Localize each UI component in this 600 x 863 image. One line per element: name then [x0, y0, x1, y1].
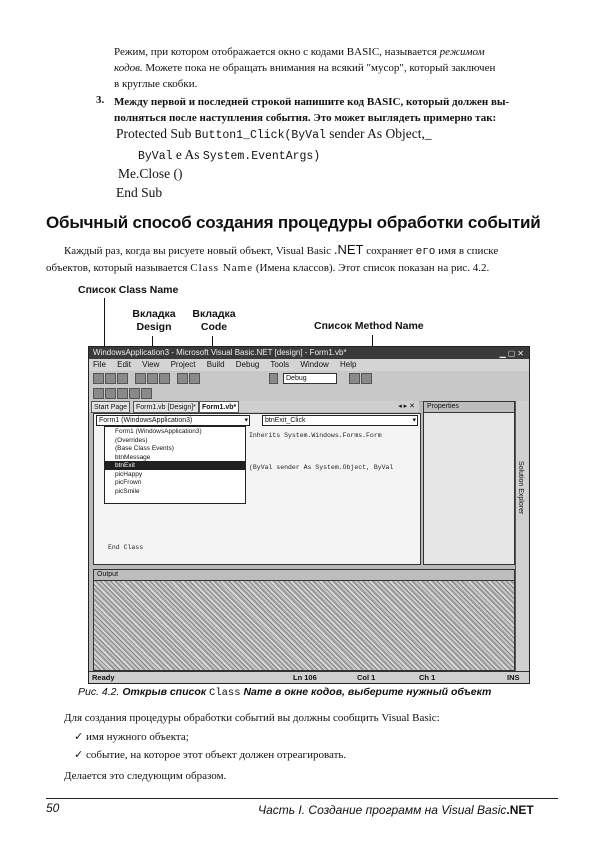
code-line-2: [138, 147, 320, 163]
status-ch: Ch 1: [419, 673, 436, 682]
menu-project[interactable]: Project: [170, 360, 196, 369]
footer-part-title: Часть I. Создание программ на Visual Basic: [258, 803, 507, 817]
dropdown-item-btnmessage[interactable]: btnMessage: [115, 453, 151, 461]
indent-icon[interactable]: [93, 388, 104, 399]
tab-close-icon[interactable]: ◂ ▸ ✕: [398, 403, 415, 410]
caption-part-a: Открыв список: [122, 686, 207, 698]
step3-line2: полняться после наступления события. Это может выглядеть примерно так:: [114, 112, 497, 124]
comment-icon[interactable]: [117, 388, 128, 399]
intro-line2-em: кодов.: [114, 62, 143, 74]
label-class-name-list: Список Class Name: [78, 284, 179, 296]
tab-start-page[interactable]: Start Page: [91, 401, 130, 413]
toolbar-standard: [89, 371, 529, 387]
class-name-combo[interactable]: [96, 415, 250, 426]
code-sender-object: sender As Object,_: [329, 126, 432, 141]
method-name-combo[interactable]: [262, 415, 418, 426]
caption-prefix: Рис. 4.2.: [78, 686, 120, 698]
para-line1-b: сохраняет: [366, 245, 413, 257]
new-project-icon[interactable]: [93, 373, 104, 384]
para-line2-b: (Имена классов). Этот список показан на рис. 4.2.: [255, 262, 490, 274]
window-title: WindowsApplication3 - Microsoft Visual Basic.NET [design] - Form1.vb*: [93, 348, 347, 357]
code-eventargs: System.EventArgs): [202, 150, 321, 163]
code-byval: ByVal: [138, 150, 173, 163]
para-class-name: Class Name: [190, 262, 254, 274]
menu-view[interactable]: View: [142, 360, 160, 369]
class-name-dropdown[interactable]: [104, 426, 246, 504]
solution-config-combo[interactable]: Debug: [283, 373, 337, 384]
menu-bar: [89, 359, 529, 371]
save-icon[interactable]: [117, 373, 128, 384]
output-title: Output: [94, 570, 514, 581]
caption-part-b: Name в окне кодов, выберите нужный объект: [243, 686, 492, 698]
copy-icon[interactable]: [147, 373, 158, 384]
window-controls-icon[interactable]: ▁▢✕: [499, 349, 526, 358]
steps-outro: Делается это следующим образом.: [64, 770, 227, 782]
intro-line1-em: режимом: [439, 46, 485, 58]
steps-item-1: [74, 729, 189, 745]
document-tabs: [89, 401, 419, 412]
figure-caption: [78, 686, 491, 699]
paste-icon[interactable]: [159, 373, 170, 384]
output-panel: [93, 569, 515, 671]
step3-number: 3.: [96, 94, 105, 106]
footer-net: .NET: [506, 803, 534, 817]
label-design-tab: Вкладка Design: [132, 308, 176, 333]
page-number: 50: [46, 801, 60, 815]
label-method-name-list: Список Method Name: [314, 320, 424, 332]
solution-explorer-tab[interactable]: Solution Explorer: [517, 461, 524, 515]
toolbar-text-editor: [89, 386, 529, 402]
undo-icon[interactable]: [177, 373, 188, 384]
status-col: Col 1: [357, 673, 376, 682]
start-icon[interactable]: [269, 373, 278, 384]
window-titlebar: [89, 347, 529, 359]
cut-icon[interactable]: [135, 373, 146, 384]
bookmark-icon[interactable]: [141, 388, 152, 399]
dropdown-item-pichappy[interactable]: picHappy: [115, 470, 143, 478]
properties-title: Properties: [424, 402, 514, 413]
uncomment-icon[interactable]: [129, 388, 140, 399]
code-end-class: End Class: [108, 544, 144, 551]
menu-debug[interactable]: Debug: [235, 360, 260, 369]
para-ego: его: [415, 246, 436, 258]
intro-paragraph: [114, 44, 552, 92]
chevron-down-icon[interactable]: ▾: [412, 417, 416, 424]
chevron-down-icon[interactable]: ▾: [244, 417, 248, 424]
dropdown-item-btnexit[interactable]: btnExit: [105, 461, 245, 470]
section-heading: Обычный способ создания процедуры обработки событий: [46, 213, 541, 232]
code-editor[interactable]: [93, 413, 421, 565]
steps-item-1-text: имя нужного объекта;: [85, 731, 189, 743]
dropdown-item-form1[interactable]: Form1 (WindowsApplication3): [115, 428, 202, 435]
steps-intro: Для создания процедуры обработки событий вы должны сообщить Visual Basic:: [64, 712, 440, 724]
class-name-paragraph: [46, 242, 556, 276]
outdent-icon[interactable]: [105, 388, 116, 399]
menu-build[interactable]: Build: [206, 360, 225, 369]
step3-text: [114, 94, 554, 126]
checkmark-icon: ✓: [74, 748, 84, 761]
step3-line1: Между первой и последней строкой напишите код BASIC, который должен вы-: [114, 96, 510, 108]
label-code-tab: Вкладка Code: [192, 308, 236, 333]
menu-window[interactable]: Window: [300, 360, 329, 369]
intro-line1: Режим, при котором отображается окно с кодами BASIC, называется: [114, 46, 437, 58]
code-inherits: Inherits System.Windows.Forms.Form: [249, 432, 382, 439]
find-icon[interactable]: [349, 373, 360, 384]
dropdown-item-base-class-events[interactable]: (Base Class Events): [115, 445, 174, 452]
footer-rule: [46, 798, 558, 799]
para-line2-a: объектов, который называется: [46, 262, 188, 274]
status-line: Ln 106: [293, 673, 317, 682]
open-icon[interactable]: [105, 373, 116, 384]
status-bar: [89, 671, 529, 683]
tab-code[interactable]: Form1.vb*: [199, 401, 239, 413]
steps-item-2-text: событие, на которое этот объект должен отреагировать.: [85, 749, 347, 761]
running-footer: [258, 803, 534, 817]
menu-help[interactable]: Help: [340, 360, 357, 369]
code-line-3: Me.Close (): [118, 166, 183, 181]
caption-class: Class: [209, 687, 241, 699]
menu-tools[interactable]: Tools: [270, 360, 290, 369]
class-name-combo-value: Form1 (WindowsApplication3): [99, 417, 193, 424]
checkmark-icon: ✓: [74, 730, 84, 743]
dropdown-item-picsmile[interactable]: picSmile: [115, 487, 140, 495]
dropdown-item-overrides[interactable]: (Overrides): [115, 436, 148, 444]
dropdown-item-picfrown[interactable]: picFrown: [115, 479, 142, 486]
method-name-combo-value: btnExit_Click: [265, 417, 306, 424]
toolbox-icon[interactable]: [361, 373, 372, 384]
para-line1-c: имя в списке: [438, 245, 499, 257]
properties-panel: [423, 401, 515, 565]
ide-screenshot: [88, 346, 530, 684]
code-button1-click: Button1_Click(ByVal: [194, 129, 326, 142]
para-net: .NET: [333, 242, 364, 257]
code-line-1: [116, 126, 432, 142]
code-protected-sub: Protected Sub: [116, 126, 192, 141]
redo-icon[interactable]: [189, 373, 200, 384]
code-e-as: e As: [175, 147, 200, 162]
side-tool-strip: [515, 401, 529, 671]
tab-design[interactable]: Form1.vb [Design]*: [133, 401, 199, 413]
menu-file[interactable]: File: [93, 360, 106, 369]
code-handler-signature: (ByVal sender As System.Object, ByVal: [249, 464, 394, 471]
menu-edit[interactable]: Edit: [117, 360, 131, 369]
code-line-4: End Sub: [116, 185, 163, 200]
intro-line3: в круглые скобки.: [114, 78, 198, 90]
status-ready: Ready: [92, 673, 115, 682]
steps-item-2: [74, 747, 346, 763]
status-ins: INS: [507, 673, 520, 682]
para-line1-a: Каждый раз, когда вы рисуете новый объект, Visual Basic: [64, 245, 332, 257]
intro-line2: Можете пока не обращать внимания на всякий "мусор", который заключен: [145, 62, 496, 74]
